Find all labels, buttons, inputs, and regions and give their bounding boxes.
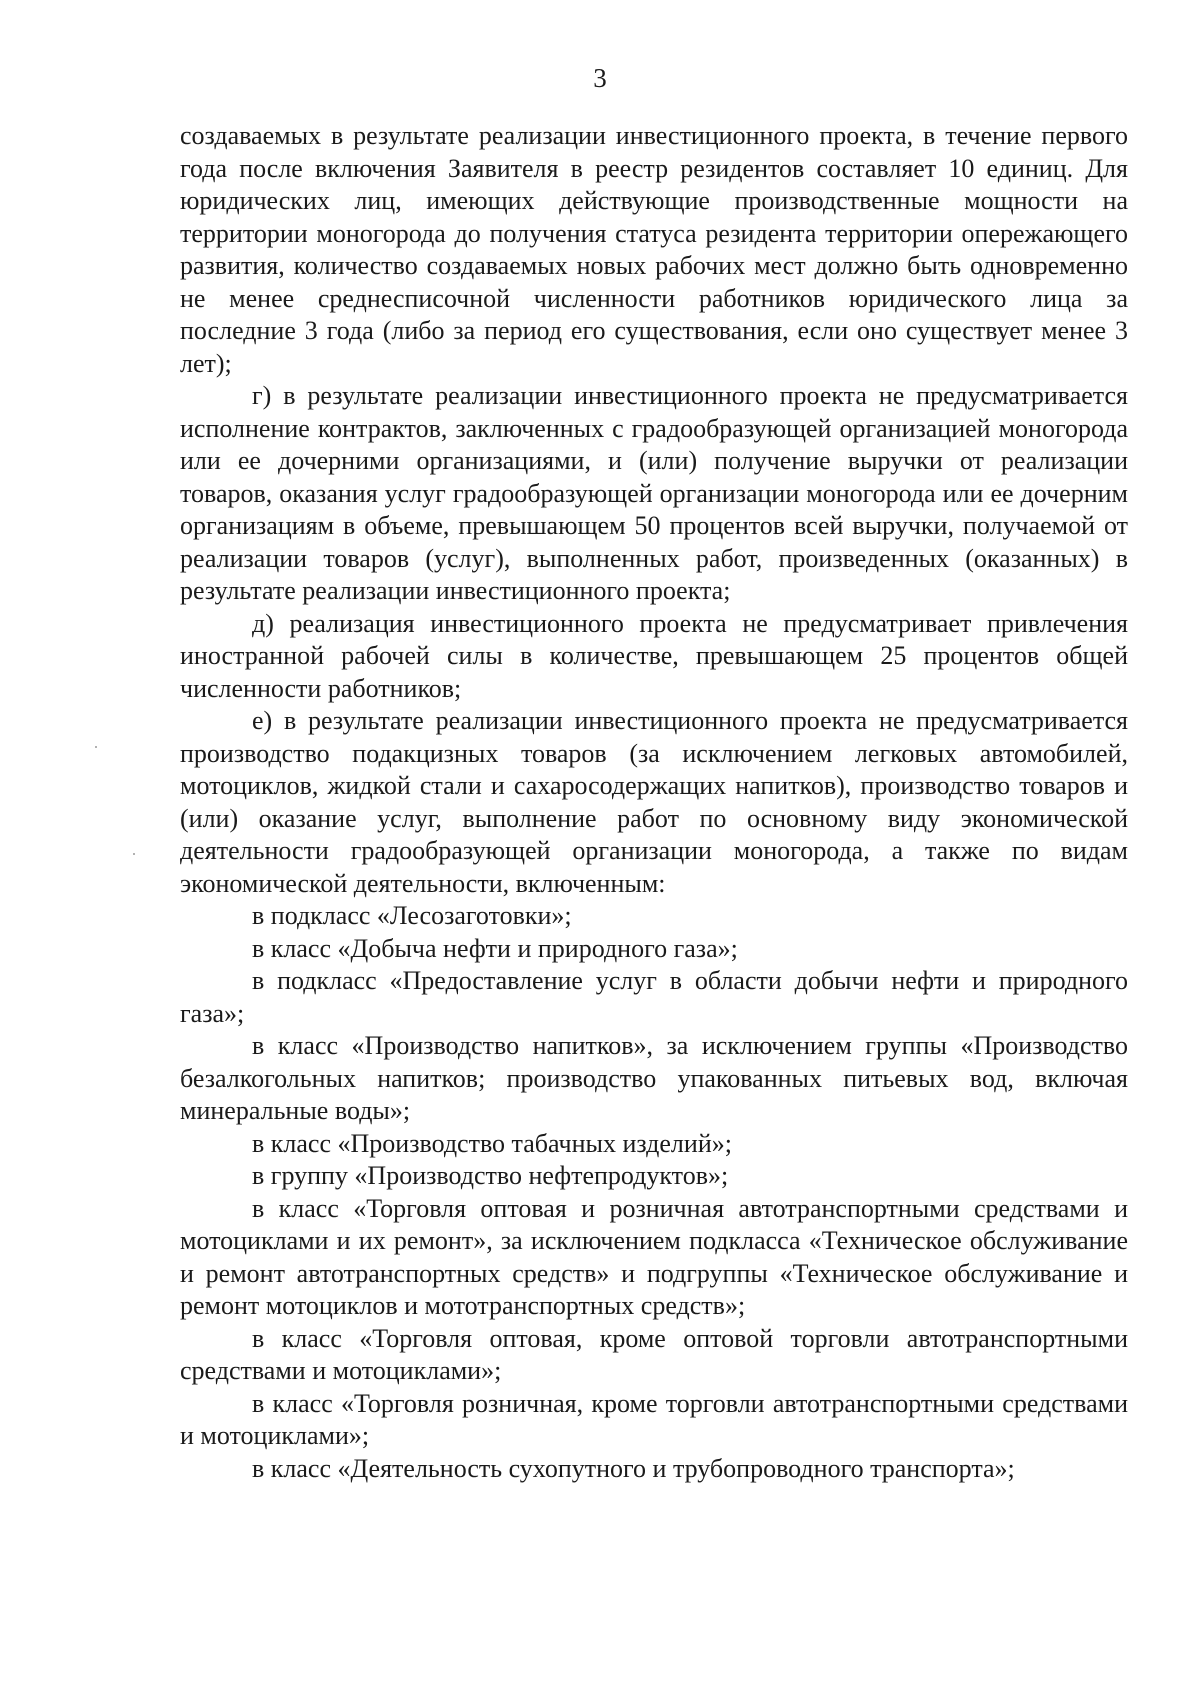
list-item-beverages: в класс «Производство напитков», за исключением группы «Производство безалкогольных напитков; производство упакованных питьевых вод, включая минеральные воды»; xyxy=(180,1031,1128,1125)
paragraph-item-d: д) реализация инвестиционного проекта не предусматривает привлечения иностранной рабочей силы в количестве, превышающем 25 процентов общей численности работников; xyxy=(180,608,1128,703)
scan-speck xyxy=(95,746,97,748)
list-item-vehicle-trade: в класс «Торговля оптовая и розничная автотранспортными средствами и мотоциклами и их ремонт», за исключением подкласса «Техническое обслуживание и ремонт автотранспортных средств» и подгруппы «Техническое обслуживание и ремонт мотоциклов и мототранспортных средств»; xyxy=(180,1193,1128,1320)
list-item-tobacco: в класс «Производство табачных изделий»; xyxy=(252,1128,732,1158)
list-item-petroleum-products: в группу «Производство нефтепродуктов»; xyxy=(252,1161,729,1190)
scan-speck xyxy=(133,853,135,855)
list-item-extraction-services: в подкласс «Предоставление услуг в области добычи нефти и природного газа»; xyxy=(180,966,1128,1028)
paragraph-continuation: создаваемых в результате реализации инвестиционного проекта, в течение первого года после включения Заявителя в реестр резидентов составляет 10 единиц. Для юридических лиц, имеющих действующие производственные мощности на территории моногорода до получения статуса резидента территории опережающего развития, количество создаваемых новых рабочих мест должно быть одновременно не менее среднесписочной численности работников юридического лица за последние 3 года (либо за период его существования, если оно существует менее 3 лет); xyxy=(180,121,1128,378)
page-number: 3 xyxy=(593,63,607,93)
list-item-oil-gas-extraction: в класс «Добыча нефти и природного газа»; xyxy=(252,933,738,963)
paragraph-item-e: е) в результате реализации инвестиционного проекта не предусматривается производство подакцизных товаров (за исключением легковых автомобилей, мотоциклов, жидкой стали и сахаросодержащих напитков), производство товаров и (или) оказание услуг, выполнение работ по основному виду экономической деятельности градообразующей организации моногорода, а также по видам экономической деятельности, включенным: xyxy=(180,706,1128,898)
list-item-land-pipeline-transport: в класс «Деятельность сухопутного и трубопроводного транспорта»; xyxy=(252,1453,1015,1483)
list-item-wholesale-trade: в класс «Торговля оптовая, кроме оптовой торговли автотранспортными средствами и мотоциклами»; xyxy=(180,1323,1128,1385)
document-body xyxy=(180,120,1128,1485)
paragraph-item-g: г) в результате реализации инвестиционного проекта не предусматривается исполнение контрактов, заключенных с градообразующей организацией моногорода или ее дочерними организациями, и (или) получение выручки от реализации товаров, оказания услуг градообразующей организации моногорода или ее дочерним организациям в объеме, превышающем 50 процентов всей выручки, получаемой от реализации товаров (услуг), выполненных работ, произведенных (оказанных) в результате реализации инвестиционного проекта; xyxy=(180,381,1128,605)
list-item-logging: в подкласс «Лесозаготовки»; xyxy=(252,901,572,930)
list-item-retail-trade: в класс «Торговля розничная, кроме торговли автотранспортными средствами и мотоциклами»; xyxy=(180,1388,1128,1450)
